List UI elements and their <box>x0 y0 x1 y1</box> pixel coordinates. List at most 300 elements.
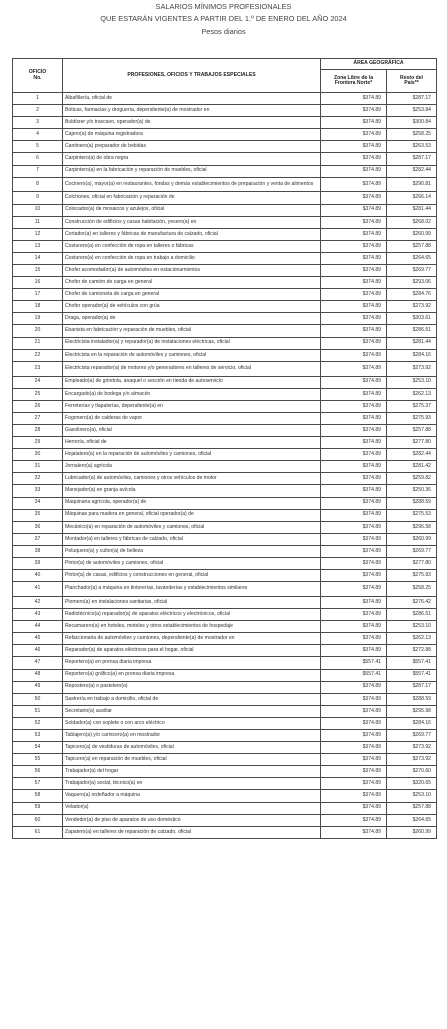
oficio-number: 32 <box>13 473 63 485</box>
wage-resto-pais: $288.59 <box>387 693 437 705</box>
oficio-number: 59 <box>13 802 63 814</box>
profession-name: Albañilería, oficial de <box>63 93 321 105</box>
table-row <box>13 557 437 569</box>
wage-zona-libre: $557.41 <box>321 657 387 669</box>
wage-resto-pais: $275.93 <box>387 412 437 424</box>
wage-zona-libre: $374.89 <box>321 461 387 473</box>
table-row <box>13 361 437 376</box>
table-row <box>13 129 437 141</box>
table-row <box>13 681 437 693</box>
profession-name: Peluquero(a) y cultor(a) de belleza <box>63 545 321 557</box>
profession-name: Tablajero(a) y/o carnicero(a) en mostrador <box>63 729 321 741</box>
oficio-number: 13 <box>13 240 63 252</box>
wage-zona-libre: $374.89 <box>321 265 387 277</box>
table-row <box>13 337 437 349</box>
wage-resto-pais: $269.77 <box>387 265 437 277</box>
oficio-number: 5 <box>13 141 63 153</box>
wage-resto-pais: $260.99 <box>387 533 437 545</box>
table-row <box>13 645 437 657</box>
wage-zona-libre: $374.89 <box>321 424 387 436</box>
profession-name: Electricista reparador(a) de motores y/o generadores en talleres de servicio, oficial <box>63 361 321 376</box>
wage-zona-libre: $374.89 <box>321 204 387 216</box>
table-row <box>13 141 437 153</box>
wage-zona-libre: $374.89 <box>321 717 387 729</box>
wage-resto-pais: $286.51 <box>387 325 437 337</box>
table-row <box>13 240 437 252</box>
oficio-number: 11 <box>13 216 63 228</box>
wage-zona-libre: $374.89 <box>321 633 387 645</box>
wage-resto-pais: $275.53 <box>387 509 437 521</box>
oficio-number: 8 <box>13 177 63 192</box>
table-row <box>13 437 437 449</box>
oficio-number: 1 <box>13 93 63 105</box>
wage-resto-pais: $286.51 <box>387 609 437 621</box>
profession-name: Herrería, oficial de <box>63 437 321 449</box>
wage-resto-pais: $250.36 <box>387 485 437 497</box>
table-row <box>13 289 437 301</box>
table-row <box>13 461 437 473</box>
wage-resto-pais: $262.13 <box>387 388 437 400</box>
oficio-number: 28 <box>13 424 63 436</box>
wage-zona-libre: $374.89 <box>321 349 387 361</box>
oficio-number: 31 <box>13 461 63 473</box>
table-row <box>13 633 437 645</box>
wage-zona-libre: $374.89 <box>321 814 387 826</box>
oficio-number: 46 <box>13 645 63 657</box>
wage-zona-libre: $374.89 <box>321 729 387 741</box>
oficio-number: 16 <box>13 277 63 289</box>
header-area-geografica: ÁREA GEOGRÁFICA <box>321 59 437 70</box>
wage-zona-libre: $374.89 <box>321 228 387 240</box>
profession-name: Ferreterías y tlapalerías, dependiente(a) en <box>63 400 321 412</box>
profession-name: Colocador(a) de mosaicos y azulejos, oficial <box>63 204 321 216</box>
profession-name: Velador(a) <box>63 802 321 814</box>
wage-zona-libre: $374.89 <box>321 754 387 766</box>
wage-zona-libre: $374.89 <box>321 533 387 545</box>
wage-zona-libre: $374.89 <box>321 802 387 814</box>
profession-name: Ebanista en fabricación y reparación de muebles, oficial <box>63 325 321 337</box>
wage-resto-pais: $275.93 <box>387 570 437 582</box>
oficio-number: 61 <box>13 826 63 838</box>
wage-zona-libre: $374.89 <box>321 177 387 192</box>
wage-zona-libre: $374.89 <box>321 766 387 778</box>
table-row <box>13 192 437 204</box>
oficio-number: 14 <box>13 252 63 264</box>
salary-table <box>12 58 437 839</box>
oficio-number: 29 <box>13 437 63 449</box>
table-row <box>13 313 437 325</box>
oficio-number: 42 <box>13 596 63 608</box>
wage-zona-libre: $374.89 <box>321 376 387 388</box>
profession-name: Reportero(a) gráfico(a) en prensa diaria impresa <box>63 669 321 681</box>
wage-zona-libre: $374.89 <box>321 778 387 790</box>
wage-zona-libre: $374.89 <box>321 400 387 412</box>
table-row <box>13 177 437 192</box>
wage-resto-pais: $273.92 <box>387 754 437 766</box>
wage-zona-libre: $374.89 <box>321 105 387 117</box>
wage-zona-libre: $374.89 <box>321 705 387 717</box>
wage-zona-libre: $374.89 <box>321 153 387 165</box>
profession-name: Cortador(a) en talleres y fábricas de manufactura de calzado, oficial <box>63 228 321 240</box>
wage-resto-pais: $273.92 <box>387 742 437 754</box>
table-row <box>13 533 437 545</box>
table-row <box>13 790 437 802</box>
profession-name: Electricista instalador(a) y reparador(a) de instalaciones eléctricas, oficial <box>63 337 321 349</box>
table-row <box>13 277 437 289</box>
profession-name: Construcción de edificios y casas habitación, yesero(a) en <box>63 216 321 228</box>
oficio-number: 27 <box>13 412 63 424</box>
table-row <box>13 621 437 633</box>
table-row <box>13 449 437 461</box>
wage-resto-pais: $270.60 <box>387 766 437 778</box>
wage-resto-pais: $276.42 <box>387 596 437 608</box>
wage-resto-pais: $264.65 <box>387 814 437 826</box>
oficio-number: 3 <box>13 117 63 129</box>
wage-zona-libre: $374.89 <box>321 681 387 693</box>
profession-name: Vaquero(a) ordeñador a máquina <box>63 790 321 802</box>
wage-resto-pais: $257.88 <box>387 802 437 814</box>
table-row <box>13 228 437 240</box>
oficio-number: 6 <box>13 153 63 165</box>
wage-resto-pais: $258.25 <box>387 129 437 141</box>
wage-resto-pais: $282.44 <box>387 449 437 461</box>
profession-name: Chofer de camión de carga en general <box>63 277 321 289</box>
oficio-number: 34 <box>13 497 63 509</box>
oficio-number: 56 <box>13 766 63 778</box>
wage-zona-libre: $374.89 <box>321 301 387 313</box>
table-row <box>13 717 437 729</box>
table-row <box>13 509 437 521</box>
wage-zona-libre: $374.89 <box>321 545 387 557</box>
wage-resto-pais: $269.77 <box>387 729 437 741</box>
oficio-number: 7 <box>13 165 63 177</box>
table-row <box>13 742 437 754</box>
profession-name: Zapatero(a) en talleres de reparación de calzado, oficial <box>63 826 321 838</box>
oficio-number: 49 <box>13 681 63 693</box>
wage-zona-libre: $374.89 <box>321 192 387 204</box>
table-row <box>13 545 437 557</box>
table-row <box>13 105 437 117</box>
wage-zona-libre: $374.89 <box>321 557 387 569</box>
header-oficio-no: OFICIO No. <box>13 59 63 93</box>
oficio-number: 60 <box>13 814 63 826</box>
profession-name: Vendedor(a) de piso de aparatos de uso doméstico <box>63 814 321 826</box>
table-row <box>13 596 437 608</box>
oficio-number: 36 <box>13 521 63 533</box>
wage-resto-pais: $253.84 <box>387 105 437 117</box>
wage-resto-pais: $272.88 <box>387 645 437 657</box>
oficio-number: 39 <box>13 557 63 569</box>
table-row <box>13 400 437 412</box>
oficio-number: 2 <box>13 105 63 117</box>
wage-resto-pais: $287.17 <box>387 681 437 693</box>
wage-resto-pais: $259.82 <box>387 473 437 485</box>
profession-name: Colchones, oficial en fabricación y reparación de <box>63 192 321 204</box>
table-row <box>13 153 437 165</box>
oficio-number: 40 <box>13 570 63 582</box>
header-resto-pais: Resto del País** <box>387 70 437 93</box>
wage-resto-pais: $277.80 <box>387 437 437 449</box>
profession-name: Soldador(a) con soplete o con arco eléctrico <box>63 717 321 729</box>
profession-name: Boticas, farmacias y droguería, dependiente(a) de mostrador en <box>63 105 321 117</box>
wage-zona-libre: $374.89 <box>321 412 387 424</box>
wage-resto-pais: $269.77 <box>387 545 437 557</box>
profession-name: Radiotécnico(a) reparador(a) de aparatos eléctricos y electrónicos, oficial <box>63 609 321 621</box>
profession-name: Reparador(a) de aparatos eléctricos para el hogar, oficial <box>63 645 321 657</box>
wage-zona-libre: $374.89 <box>321 742 387 754</box>
wage-zona-libre: $374.89 <box>321 693 387 705</box>
oficio-number: 48 <box>13 669 63 681</box>
wage-resto-pais: $284.16 <box>387 349 437 361</box>
wage-zona-libre: $374.89 <box>321 129 387 141</box>
wage-resto-pais: $257.88 <box>387 424 437 436</box>
wage-zona-libre: $557.41 <box>321 669 387 681</box>
oficio-number: 41 <box>13 582 63 597</box>
profession-name: Pintor(a) de automóviles y camiones, oficial <box>63 557 321 569</box>
profession-name: Gasolinero(a), oficial <box>63 424 321 436</box>
table-row <box>13 93 437 105</box>
oficio-number: 23 <box>13 361 63 376</box>
table-row <box>13 216 437 228</box>
wage-zona-libre: $374.89 <box>321 609 387 621</box>
wage-resto-pais: $290.81 <box>387 177 437 192</box>
profession-name: Planchador(a) a máquina en tintorerías, lavanderías y establecimientos similares <box>63 582 321 597</box>
units-note: Pesos diarios <box>201 27 246 36</box>
table-row <box>13 754 437 766</box>
wage-zona-libre: $374.89 <box>321 216 387 228</box>
wage-zona-libre: $374.89 <box>321 509 387 521</box>
table-row <box>13 497 437 509</box>
oficio-number: 55 <box>13 754 63 766</box>
wage-resto-pais: $287.17 <box>387 93 437 105</box>
wage-zona-libre: $374.89 <box>321 388 387 400</box>
oficio-number: 18 <box>13 301 63 313</box>
wage-zona-libre: $374.89 <box>321 361 387 376</box>
wage-resto-pais: $264.65 <box>387 252 437 264</box>
profession-name: Chofer acomodador(a) de automóviles en estacionamientos <box>63 265 321 277</box>
wage-resto-pais: $253.10 <box>387 790 437 802</box>
wage-resto-pais: $284.16 <box>387 717 437 729</box>
profession-name: Encargado(a) de bodega y/o almacén <box>63 388 321 400</box>
wage-resto-pais: $557.41 <box>387 669 437 681</box>
oficio-number: 24 <box>13 376 63 388</box>
profession-name: Reportero(a) en prensa diaria impresa <box>63 657 321 669</box>
wage-resto-pais: $275.37 <box>387 400 437 412</box>
oficio-number: 35 <box>13 509 63 521</box>
wage-zona-libre: $374.89 <box>321 826 387 838</box>
profession-name: Sastrería en trabajo a domicilio, oficial de <box>63 693 321 705</box>
wage-resto-pais: $266.14 <box>387 192 437 204</box>
profession-name: Chofer operador(a) de vehículos con grúa <box>63 301 321 313</box>
oficio-number: 33 <box>13 485 63 497</box>
table-row <box>13 609 437 621</box>
wage-resto-pais: $284.76 <box>387 289 437 301</box>
wage-resto-pais: $282.44 <box>387 165 437 177</box>
wage-resto-pais: $281.42 <box>387 461 437 473</box>
wage-resto-pais: $273.92 <box>387 361 437 376</box>
wage-zona-libre: $374.89 <box>321 277 387 289</box>
wage-zona-libre: $374.89 <box>321 141 387 153</box>
wage-resto-pais: $320.65 <box>387 778 437 790</box>
table-row <box>13 729 437 741</box>
profession-name: Maquinaria agrícola, operador(a) de <box>63 497 321 509</box>
wage-resto-pais: $268.02 <box>387 216 437 228</box>
wage-zona-libre: $374.89 <box>321 497 387 509</box>
oficio-number: 17 <box>13 289 63 301</box>
wage-zona-libre: $374.89 <box>321 521 387 533</box>
profession-name: Tapicero(a) en reparación de muebles, oficial <box>63 754 321 766</box>
table-row <box>13 265 437 277</box>
oficio-number: 58 <box>13 790 63 802</box>
wage-zona-libre: $374.89 <box>321 473 387 485</box>
wage-resto-pais: $293.06 <box>387 277 437 289</box>
wage-resto-pais: $288.59 <box>387 497 437 509</box>
wage-zona-libre: $374.89 <box>321 485 387 497</box>
table-row <box>13 669 437 681</box>
oficio-number: 44 <box>13 621 63 633</box>
profession-name: Carpintero(a) de obra negra <box>63 153 321 165</box>
wage-zona-libre: $374.89 <box>321 165 387 177</box>
profession-name: Tapicero(a) de vestiduras de automóviles, oficial <box>63 742 321 754</box>
oficio-number: 22 <box>13 349 63 361</box>
wage-zona-libre: $374.89 <box>321 437 387 449</box>
table-row <box>13 657 437 669</box>
profession-name: Pintor(a) de casas, edificios y construcciones en general, oficial <box>63 570 321 582</box>
wage-resto-pais: $300.84 <box>387 117 437 129</box>
oficio-number: 10 <box>13 204 63 216</box>
profession-name: Chofer de camioneta de carga en general <box>63 289 321 301</box>
wage-resto-pais: $281.44 <box>387 337 437 349</box>
wage-zona-libre: $374.89 <box>321 596 387 608</box>
oficio-number: 57 <box>13 778 63 790</box>
table-row <box>13 325 437 337</box>
table-row <box>13 802 437 814</box>
oficio-number: 53 <box>13 729 63 741</box>
table-row <box>13 570 437 582</box>
table-row <box>13 814 437 826</box>
profession-name: Costurero(a) en confección de ropa en talleres o fábricas <box>63 240 321 252</box>
wage-resto-pais: $295.98 <box>387 705 437 717</box>
profession-name: Secretario(a) auxiliar <box>63 705 321 717</box>
wage-resto-pais: $253.10 <box>387 621 437 633</box>
table-row <box>13 778 437 790</box>
oficio-number: 30 <box>13 449 63 461</box>
header-profesiones: PROFESIONES, OFICIOS Y TRABAJOS ESPECIALES <box>63 59 321 93</box>
oficio-number: 9 <box>13 192 63 204</box>
table-row <box>13 473 437 485</box>
profession-name: Refaccionaria de automóviles y camiones, dependiente(a) de mostrador en <box>63 633 321 645</box>
table-row <box>13 165 437 177</box>
table-row <box>13 424 437 436</box>
oficio-number: 19 <box>13 313 63 325</box>
wage-zona-libre: $374.89 <box>321 645 387 657</box>
oficio-number: 38 <box>13 545 63 557</box>
profession-name: Plomero(a) en instalaciones sanitarias, oficial <box>63 596 321 608</box>
wage-resto-pais: $557.41 <box>387 657 437 669</box>
profession-name: Empleado(a) de góndola, anaquel o sección en tienda de autoservicio <box>63 376 321 388</box>
wage-zona-libre: $374.89 <box>321 240 387 252</box>
oficio-number: 25 <box>13 388 63 400</box>
document-subtitle: QUE ESTARÁN VIGENTES A PARTIR DEL 1.º DE ENERO DEL AÑO 2024 <box>100 14 347 23</box>
table-row <box>13 693 437 705</box>
wage-zona-libre: $374.89 <box>321 337 387 349</box>
wage-resto-pais: $258.25 <box>387 582 437 597</box>
oficio-number: 15 <box>13 265 63 277</box>
oficio-number: 52 <box>13 717 63 729</box>
oficio-number: 45 <box>13 633 63 645</box>
table-body <box>13 93 437 839</box>
wage-resto-pais: $281.44 <box>387 204 437 216</box>
table-row <box>13 204 437 216</box>
profession-name: Recamarero(a) en hoteles, moteles y otros establecimientos de hospedaje <box>63 621 321 633</box>
oficio-number: 47 <box>13 657 63 669</box>
profession-name: Fogonero(a) de calderas de vapor <box>63 412 321 424</box>
oficio-number: 43 <box>13 609 63 621</box>
table-row <box>13 388 437 400</box>
profession-name: Manejador(a) en granja avícola <box>63 485 321 497</box>
profession-name: Cajero(a) de máquina registradora <box>63 129 321 141</box>
profession-name: Hojalatero(a) en la reparación de automóviles y camiones, oficial <box>63 449 321 461</box>
wage-zona-libre: $374.89 <box>321 93 387 105</box>
wage-resto-pais: $263.53 <box>387 141 437 153</box>
oficio-number: 54 <box>13 742 63 754</box>
wage-zona-libre: $374.89 <box>321 621 387 633</box>
table-row <box>13 826 437 838</box>
profession-name: Electricista en la reparación de automóviles y camiones, oficial <box>63 349 321 361</box>
wage-resto-pais: $260.99 <box>387 826 437 838</box>
table-row <box>13 412 437 424</box>
wage-zona-libre: $374.89 <box>321 790 387 802</box>
oficio-number: 51 <box>13 705 63 717</box>
table-row <box>13 376 437 388</box>
wage-zona-libre: $374.89 <box>321 289 387 301</box>
profession-name: Mecánico(a) en reparación de automóviles y camiones, oficial <box>63 521 321 533</box>
wage-zona-libre: $374.89 <box>321 449 387 461</box>
wage-resto-pais: $273.92 <box>387 301 437 313</box>
wage-resto-pais: $277.80 <box>387 557 437 569</box>
profession-name: Buldózer y/o traxcavo, operador(a) de <box>63 117 321 129</box>
profession-name: Máquinas para madera en general, oficial operador(a) de <box>63 509 321 521</box>
wage-zona-libre: $374.89 <box>321 117 387 129</box>
wage-resto-pais: $296.58 <box>387 521 437 533</box>
oficio-number: 12 <box>13 228 63 240</box>
table-row <box>13 349 437 361</box>
profession-name: Trabajador(a) social, técnico(a) en <box>63 778 321 790</box>
wage-zona-libre: $374.89 <box>321 582 387 597</box>
profession-name: Draga, operador(a) de <box>63 313 321 325</box>
oficio-number: 50 <box>13 693 63 705</box>
table-row <box>13 485 437 497</box>
table-row <box>13 521 437 533</box>
oficio-number: 20 <box>13 325 63 337</box>
profession-name: Montador(a) en talleres y fábricas de calzado, oficial <box>63 533 321 545</box>
header-zona-libre: Zona Libre de la Frontera Norte* <box>321 70 387 93</box>
wage-resto-pais: $303.61 <box>387 313 437 325</box>
oficio-number: 21 <box>13 337 63 349</box>
table-row <box>13 582 437 597</box>
oficio-number: 26 <box>13 400 63 412</box>
table-row <box>13 766 437 778</box>
wage-resto-pais: $287.17 <box>387 153 437 165</box>
profession-name: Trabajador(a) del hogar <box>63 766 321 778</box>
wage-zona-libre: $374.89 <box>321 325 387 337</box>
profession-name: Carpintero(a) en la fabricación y reparación de muebles, oficial <box>63 165 321 177</box>
wage-resto-pais: $262.13 <box>387 633 437 645</box>
wage-zona-libre: $374.89 <box>321 313 387 325</box>
oficio-number: 37 <box>13 533 63 545</box>
profession-name: Repostero(a) o pastelero(a) <box>63 681 321 693</box>
wage-resto-pais: $260.99 <box>387 228 437 240</box>
